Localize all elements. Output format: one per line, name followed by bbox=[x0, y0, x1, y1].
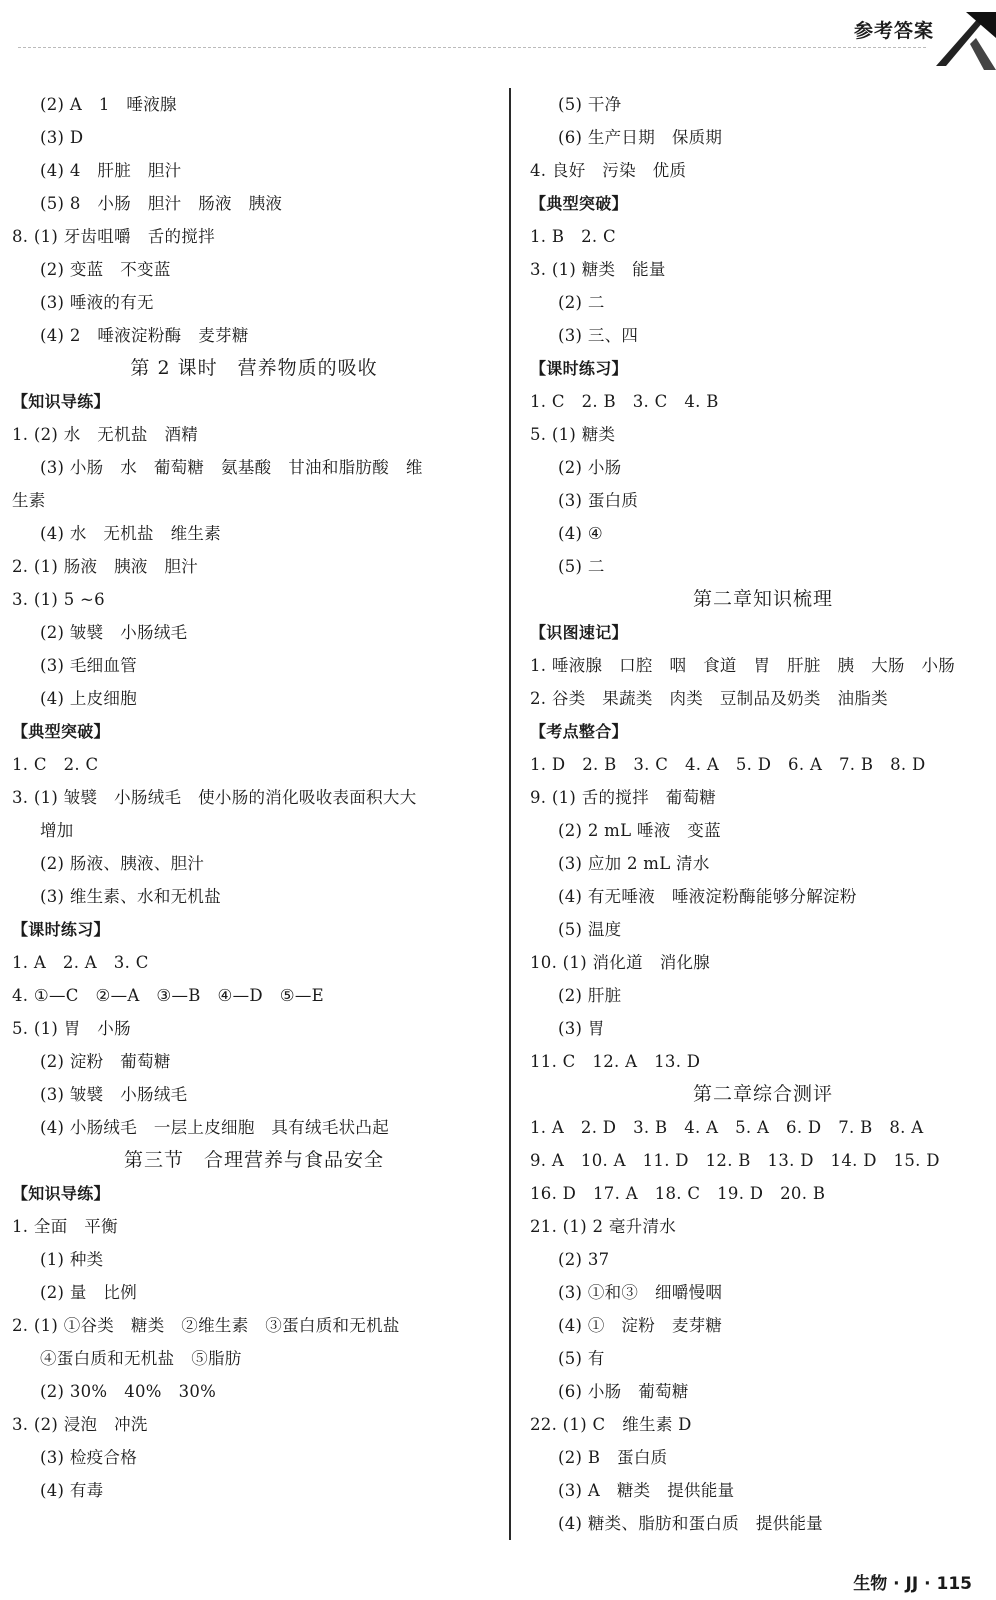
left-subsection-heading: 【课时练习】 bbox=[12, 920, 110, 939]
right-answer-line: (4) ① 淀粉 麦芽糖 bbox=[558, 1316, 723, 1335]
left-subsection-heading: 【知识导练】 bbox=[12, 1184, 110, 1203]
right-answer-line: (3) 蛋白质 bbox=[558, 491, 639, 510]
left-answer-line: (3) 皱襞 小肠绒毛 bbox=[40, 1085, 188, 1104]
left-section-title: 第 2 课时 营养物质的吸收 bbox=[130, 357, 378, 379]
left-answer-line: (2) 皱襞 小肠绒毛 bbox=[40, 623, 188, 642]
right-answer-line: 4. 良好 污染 优质 bbox=[530, 161, 687, 180]
right-answer-line: 5. (1) 糖类 bbox=[530, 425, 616, 444]
right-answer-line: (5) 干净 bbox=[558, 95, 622, 114]
left-answer-line: (4) 小肠绒毛 一层上皮细胞 具有绒毛状凸起 bbox=[40, 1118, 390, 1137]
right-answer-line: (5) 温度 bbox=[558, 920, 622, 939]
left-answer-line: 增加 bbox=[40, 821, 74, 840]
right-answer-line: 10. (1) 消化道 消化腺 bbox=[530, 953, 711, 972]
right-answer-line: (5) 有 bbox=[558, 1349, 605, 1368]
left-answer-line: 1. (2) 水 无机盐 酒精 bbox=[12, 425, 199, 444]
right-answer-line: 21. (1) 2 毫升清水 bbox=[530, 1217, 677, 1236]
right-answer-line: (4) 有无唾液 唾液淀粉酶能够分解淀粉 bbox=[558, 887, 857, 906]
right-answer-line: (3) 应加 2 mL 清水 bbox=[558, 854, 710, 873]
left-answer-line: (3) 唾液的有无 bbox=[40, 293, 154, 312]
right-section-title: 第二章综合测评 bbox=[692, 1083, 833, 1105]
left-answer-line: (2) A 1 唾液腺 bbox=[40, 95, 177, 114]
left-answer-line: 3. (1) 5 ~6 bbox=[12, 590, 105, 609]
left-answer-line: 2. (1) 肠液 胰液 胆汁 bbox=[12, 557, 199, 576]
right-answer-line: (6) 生产日期 保质期 bbox=[558, 128, 723, 147]
right-subsection-heading: 【识图速记】 bbox=[530, 623, 628, 642]
left-answer-line: (2) 量 比例 bbox=[40, 1283, 138, 1302]
header-title: 参考答案 bbox=[853, 20, 934, 42]
right-answer-line: 9. (1) 舌的搅拌 葡萄糖 bbox=[530, 788, 717, 807]
right-answer-line: 1. C 2. B 3. C 4. B bbox=[530, 392, 719, 411]
right-answer-line: 1. A 2. D 3. B 4. A 5. A 6. D 7. B 8. A bbox=[530, 1118, 924, 1137]
right-answer-line: (6) 小肠 葡萄糖 bbox=[558, 1382, 689, 1401]
left-answer-line: (2) 30% 40% 30% bbox=[40, 1382, 217, 1401]
right-answer-line: (2) 肝脏 bbox=[558, 986, 622, 1005]
right-answer-line: 16. D 17. A 18. C 19. D 20. B bbox=[530, 1184, 826, 1203]
left-answer-line: 1. A 2. A 3. C bbox=[12, 953, 149, 972]
left-answer-line: (1) 种类 bbox=[40, 1250, 104, 1269]
left-section-title: 第三节 合理营养与食品安全 bbox=[123, 1149, 384, 1171]
left-answer-line: 2. (1) ①谷类 糖类 ②维生素 ③蛋白质和无机盐 bbox=[12, 1316, 400, 1335]
right-answer-line: (3) 三、四 bbox=[558, 326, 639, 345]
left-answer-line: 1. 全面 平衡 bbox=[12, 1217, 118, 1236]
right-subsection-heading: 【典型突破】 bbox=[530, 194, 628, 213]
left-answer-line: (5) 8 小肠 胆汁 肠液 胰液 bbox=[40, 194, 283, 213]
left-answer-column bbox=[12, 88, 496, 1507]
right-answer-line: 11. C 12. A 13. D bbox=[530, 1052, 701, 1071]
right-answer-line: (2) 37 bbox=[558, 1250, 610, 1269]
left-answer-line: 1. C 2. C bbox=[12, 755, 99, 774]
right-answer-line: 1. 唾液腺 口腔 咽 食道 胃 肝脏 胰 大肠 小肠 bbox=[530, 656, 956, 675]
right-answer-line: 22. (1) C 维生素 D bbox=[530, 1415, 692, 1434]
right-answer-line: (2) 小肠 bbox=[558, 458, 622, 477]
right-answer-line: (2) B 蛋白质 bbox=[558, 1448, 668, 1467]
right-answer-line: (4) 糖类、脂肪和蛋白质 提供能量 bbox=[558, 1514, 824, 1533]
header-rule bbox=[18, 47, 926, 48]
left-answer-line: (3) 小肠 水 葡萄糖 氨基酸 甘油和脂肪酸 维 bbox=[40, 458, 423, 477]
left-answer-line: (3) 检疫合格 bbox=[40, 1448, 138, 1467]
right-answer-line: 3. (1) 糖类 能量 bbox=[530, 260, 666, 279]
left-answer-line: 8. (1) 牙齿咀嚼 舌的搅拌 bbox=[12, 227, 215, 246]
right-answer-line: (2) 2 mL 唾液 变蓝 bbox=[558, 821, 721, 840]
right-answer-column bbox=[530, 88, 996, 1540]
right-answer-line: (3) 胃 bbox=[558, 1019, 605, 1038]
right-answer-line: 1. D 2. B 3. C 4. A 5. D 6. A 7. B 8. D bbox=[530, 755, 926, 774]
left-answer-line: (4) 有毒 bbox=[40, 1481, 104, 1500]
right-subsection-heading: 【考点整合】 bbox=[530, 722, 628, 741]
left-answer-line: (4) 上皮细胞 bbox=[40, 689, 138, 708]
corner-arrow-icon bbox=[936, 8, 996, 70]
right-answer-line: (3) ①和③ 细嚼慢咽 bbox=[558, 1283, 723, 1302]
left-subsection-heading: 【典型突破】 bbox=[12, 722, 110, 741]
right-answer-line: 9. A 10. A 11. D 12. B 13. D 14. D 15. D bbox=[530, 1151, 940, 1170]
left-answer-line: (4) 2 唾液淀粉酶 麦芽糖 bbox=[40, 326, 249, 345]
right-answer-line: 2. 谷类 果蔬类 肉类 豆制品及奶类 油脂类 bbox=[530, 689, 888, 708]
left-answer-line: (3) D bbox=[40, 128, 84, 147]
left-answer-line: (2) 变蓝 不变蓝 bbox=[40, 260, 171, 279]
right-section-title: 第二章知识梳理 bbox=[692, 588, 833, 610]
left-answer-line: ④蛋白质和无机盐 ⑤脂肪 bbox=[40, 1349, 242, 1368]
left-answer-line: (4) 水 无机盐 维生素 bbox=[40, 524, 222, 543]
left-answer-line: 5. (1) 胃 小肠 bbox=[12, 1019, 131, 1038]
left-answer-line: 3. (2) 浸泡 冲洗 bbox=[12, 1415, 148, 1434]
column-divider bbox=[509, 88, 511, 1540]
left-answer-line: 生素 bbox=[12, 491, 46, 510]
right-answer-line: (3) A 糖类 提供能量 bbox=[558, 1481, 735, 1500]
left-answer-line: (2) 淀粉 葡萄糖 bbox=[40, 1052, 171, 1071]
left-subsection-heading: 【知识导练】 bbox=[12, 392, 110, 411]
left-answer-line: (3) 毛细血管 bbox=[40, 656, 138, 675]
page-number: 生物 · JJ · 115 bbox=[853, 1574, 972, 1594]
left-answer-line: 4. ①—C ②—A ③—B ④—D ⑤—E bbox=[12, 986, 324, 1005]
left-answer-line: (3) 维生素、水和无机盐 bbox=[40, 887, 222, 906]
left-answer-line: (4) 4 肝脏 胆汁 bbox=[40, 161, 182, 180]
right-answer-line: (5) 二 bbox=[558, 557, 605, 576]
right-answer-line: 1. B 2. C bbox=[530, 227, 616, 246]
right-subsection-heading: 【课时练习】 bbox=[530, 359, 628, 378]
left-answer-line: 3. (1) 皱襞 小肠绒毛 使小肠的消化吸收表面积大大 bbox=[12, 788, 417, 807]
right-answer-line: (4) ④ bbox=[558, 524, 603, 543]
left-answer-line: (2) 肠液、胰液、胆汁 bbox=[40, 854, 205, 873]
right-answer-line: (2) 二 bbox=[558, 293, 605, 312]
